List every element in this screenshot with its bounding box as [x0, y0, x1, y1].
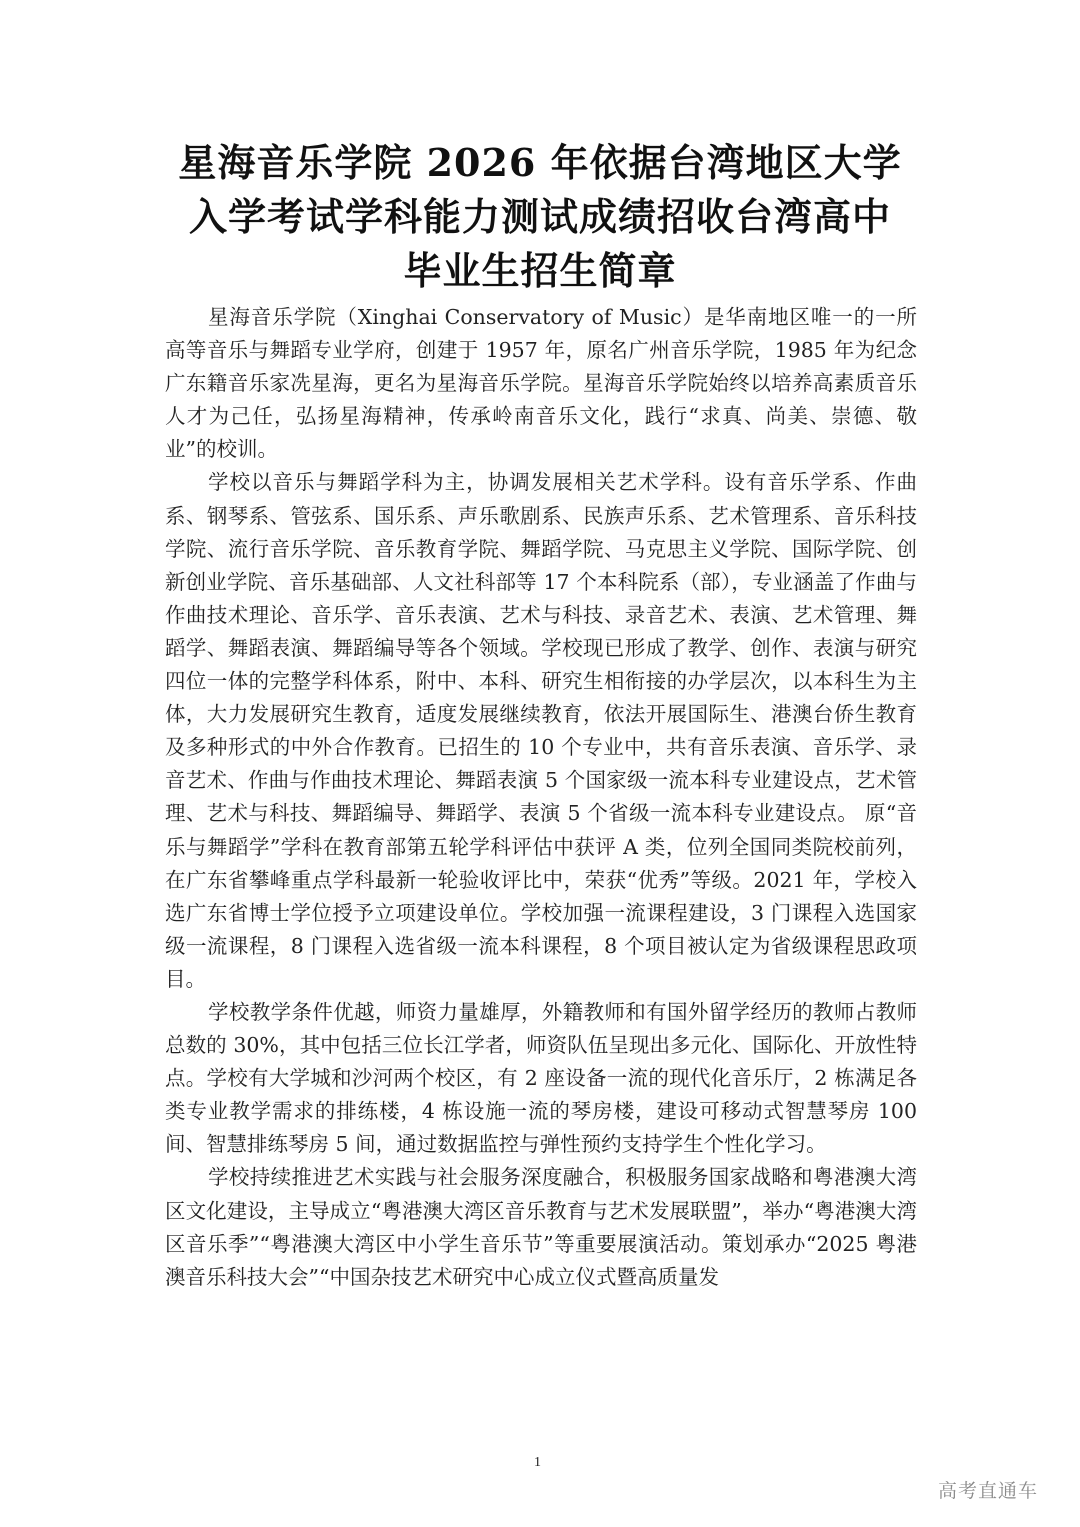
page-number: 1: [534, 1455, 541, 1470]
title-line-1: 星海音乐学院 2026 年依据台湾地区大学: [178, 140, 902, 185]
paragraph-departments: 学校以音乐与舞蹈学科为主，协调发展相关艺术学科。设有音乐学系、作曲系、钢琴系、管弦系、国乐系、声乐歌剧系、民族声乐系、艺术管理系、音乐科技学院、流行音乐学院、音乐教育学院、舞蹈学院、马克思主义学院、国际学院、创新创业学院、音乐基础部、人文社科部等 17 个本科院系（部），专业涵盖了作曲与作曲技术理论、音乐学、音乐表演、艺术与科技、录音艺术、表演、艺术管理、舞蹈学、舞蹈表演、舞蹈编导等各个领域。学校现已形成了教学、创作、表演与研究四位一体的完整学科体系，附中、本科、研究生相衔接的办学层次，以本科生为主体，大力发展研究生教育，适度发展继续教育，依法开展国际生、港澳台侨生教育及多种形式的中外合作教育。已招生的 10 个专业中，共有音乐表演、音乐学、录音艺术、作曲与作曲技术理论、舞蹈表演 5 个国家级一流本科专业建设点，艺术管理、艺术与科技、舞蹈编导、舞蹈学、表演 5 个省级一流本科专业建设点。 原“音乐与舞蹈学”学科在教育部第五轮学科评估中获评 A 类，位列全国同类院校前列，在广东省攀峰重点学科最新一轮验收评比中，荣获“优秀”等级。2021 年，学校入选广东省博士学位授予立项建设单位。学校加强一流课程建设，3 门课程入选国家级一流课程，8 门课程入选省级一流本科课程，8 个项目被认定为省级课程思政项目。: [165, 470, 917, 991]
paragraph-social-service: 学校持续推进艺术实践与社会服务深度融合，积极服务国家战略和粤港澳大湾区文化建设，主导成立“粤港澳大湾区音乐教育与艺术发展联盟”，举办“粤港澳大湾区音乐季”“粤港澳大湾区中小学生音乐节”等重要展演活动。策划承办“2025 粤港澳音乐科技大会”“中国杂技艺术研究中心成立仪式暨高质量发: [165, 1165, 917, 1289]
title-line-2: 入学考试学科能力测试成绩招收台湾高中: [188, 194, 891, 239]
paragraph-facilities: 学校教学条件优越，师资力量雄厚，外籍教师和有国外留学经历的教师占教师总数的 30%，其中包括三位长江学者，师资队伍呈现出多元化、国际化、开放性特点。学校有大学城和沙河两个校区，有 2 座设备一流的现代化音乐厅，2 栋满足各类专业教学需求的排练楼，4 栋设施一流的琴房楼，建设可移动式智慧琴房 100 间、智慧排练琴房 5 间，通过数据监控与弹性预约支持学生个性化学习。: [165, 999, 917, 1157]
document-body: [165, 301, 917, 1294]
title-line-3: 毕业生招生简章: [403, 248, 677, 293]
paragraph-intro: 星海音乐学院（Xinghai Conservatory of Music）是华南地区唯一的一所高等音乐与舞蹈专业学府，创建于 1957 年，原名广州音乐学院，1985 年为纪念广东籍音乐家冼星海，更名为星海音乐学院。星海音乐学院始终以培养高素质音乐人才为己任，弘扬星海精神，传承岭南音乐文化，践行“求真、尚美、崇德、敬业”的校训。: [165, 305, 917, 462]
document-title: [160, 136, 920, 298]
watermark-text: 高考直通车: [938, 1480, 1039, 1502]
